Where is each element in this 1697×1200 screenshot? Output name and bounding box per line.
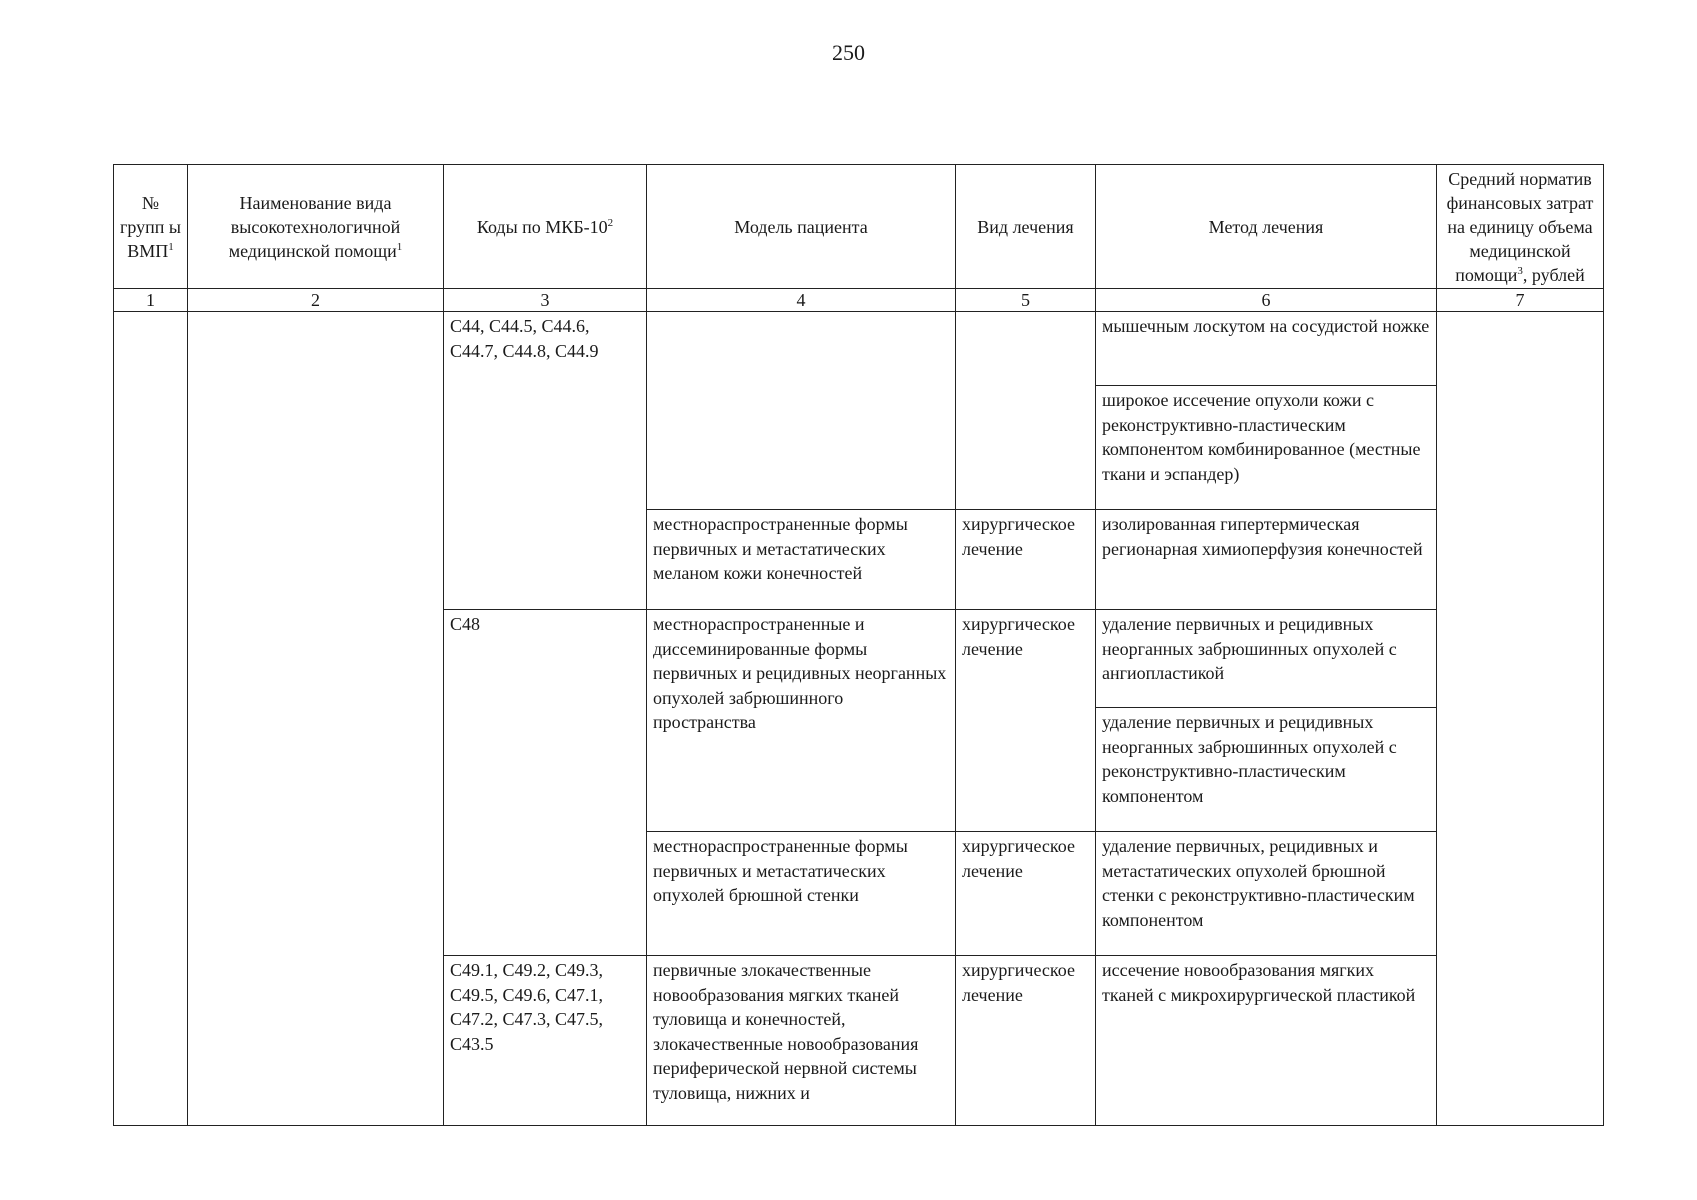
treatment-method-cell: удаление первичных и рецидивных неорганных забрюшинных опухолей с реконструктивно-пластическим компонентом — [1096, 708, 1437, 832]
column-number: 6 — [1096, 289, 1437, 312]
column-number-row — [114, 289, 1604, 312]
treatment-method-cell: изолированная гипертермическая регионарная химиоперфузия конечностей — [1096, 510, 1437, 610]
icd-codes-cell: С44, С44.5, С44.6, С44.7, С44.8, С44.9 — [444, 312, 647, 610]
cost-standard-cell — [1437, 312, 1604, 1126]
treatment-type-cell — [956, 312, 1096, 510]
care-type-cell — [188, 312, 444, 1126]
treatment-method-cell: широкое иссечение опухоли кожи с реконструктивно-пластическим компонентом комбинированное (местные ткани и эспандер) — [1096, 386, 1437, 510]
treatment-method-cell: мышечным лоскутом на сосудистой ножке — [1096, 312, 1437, 386]
treatment-type-cell: хирургическое лечение — [956, 610, 1096, 832]
header-row — [114, 165, 1604, 289]
header-treatment-type: Вид лечения — [956, 165, 1096, 289]
icd-codes-cell: С49.1, С49.2, С49.3, С49.5, С49.6, С47.1, С47.2, С47.3, С47.5, С43.5 — [444, 956, 647, 1126]
treatment-type-cell: хирургическое лечение — [956, 832, 1096, 956]
table-row — [114, 312, 1604, 386]
column-number: 2 — [188, 289, 444, 312]
patient-model-cell: местнораспространенные формы первичных и метастатических опухолей брюшной стенки — [647, 832, 956, 956]
header-patient-model: Модель пациента — [647, 165, 956, 289]
treatment-type-cell: хирургическое лечение — [956, 956, 1096, 1126]
header-cost-standard: Средний норматив финансовых затрат на единицу объема медицинской помощи$^3$, рублей — [1437, 165, 1604, 289]
header-icd-codes: Коды по МКБ-$10^2$ — [444, 165, 647, 289]
column-number: 1 — [114, 289, 188, 312]
icd-codes-cell: С48 — [444, 610, 647, 956]
patient-model-cell: местнораспространенные формы первичных и метастатических меланом кожи конечностей — [647, 510, 956, 610]
column-number: 3 — [444, 289, 647, 312]
treatment-method-cell: удаление первичных и рецидивных неорганных забрюшинных опухолей с ангиопластикой — [1096, 610, 1437, 708]
patient-model-cell: первичные злокачественные новообразования мягких тканей туловища и конечностей, злокачественные новообразования периферической нервной системы туловища, нижних и — [647, 956, 956, 1126]
treatment-method-cell: удаление первичных, рецидивных и метастатических опухолей брюшной стенки с реконструктивно-пластическим компонентом — [1096, 832, 1437, 956]
header-group-number: № групп ы ВМП$^1$ — [114, 165, 188, 289]
treatment-method-cell: иссечение новообразования мягких тканей с микрохирургической пластикой — [1096, 956, 1437, 1126]
header-treatment-method: Метод лечения — [1096, 165, 1437, 289]
treatment-type-cell: хирургическое лечение — [956, 510, 1096, 610]
column-number: 4 — [647, 289, 956, 312]
patient-model-cell — [647, 312, 956, 510]
patient-model-cell: местнораспространенные и диссеминированные формы первичных и рецидивных неорганных опухолей забрюшинного пространства — [647, 610, 956, 832]
header-care-type: Наименование вида высокотехнологичной медицинской помощи$^1$ — [188, 165, 444, 289]
group-number-cell — [114, 312, 188, 1126]
vmp-table — [113, 164, 1604, 1126]
page-number: 250 — [832, 40, 865, 65]
column-number: 5 — [956, 289, 1096, 312]
column-number: 7 — [1437, 289, 1604, 312]
